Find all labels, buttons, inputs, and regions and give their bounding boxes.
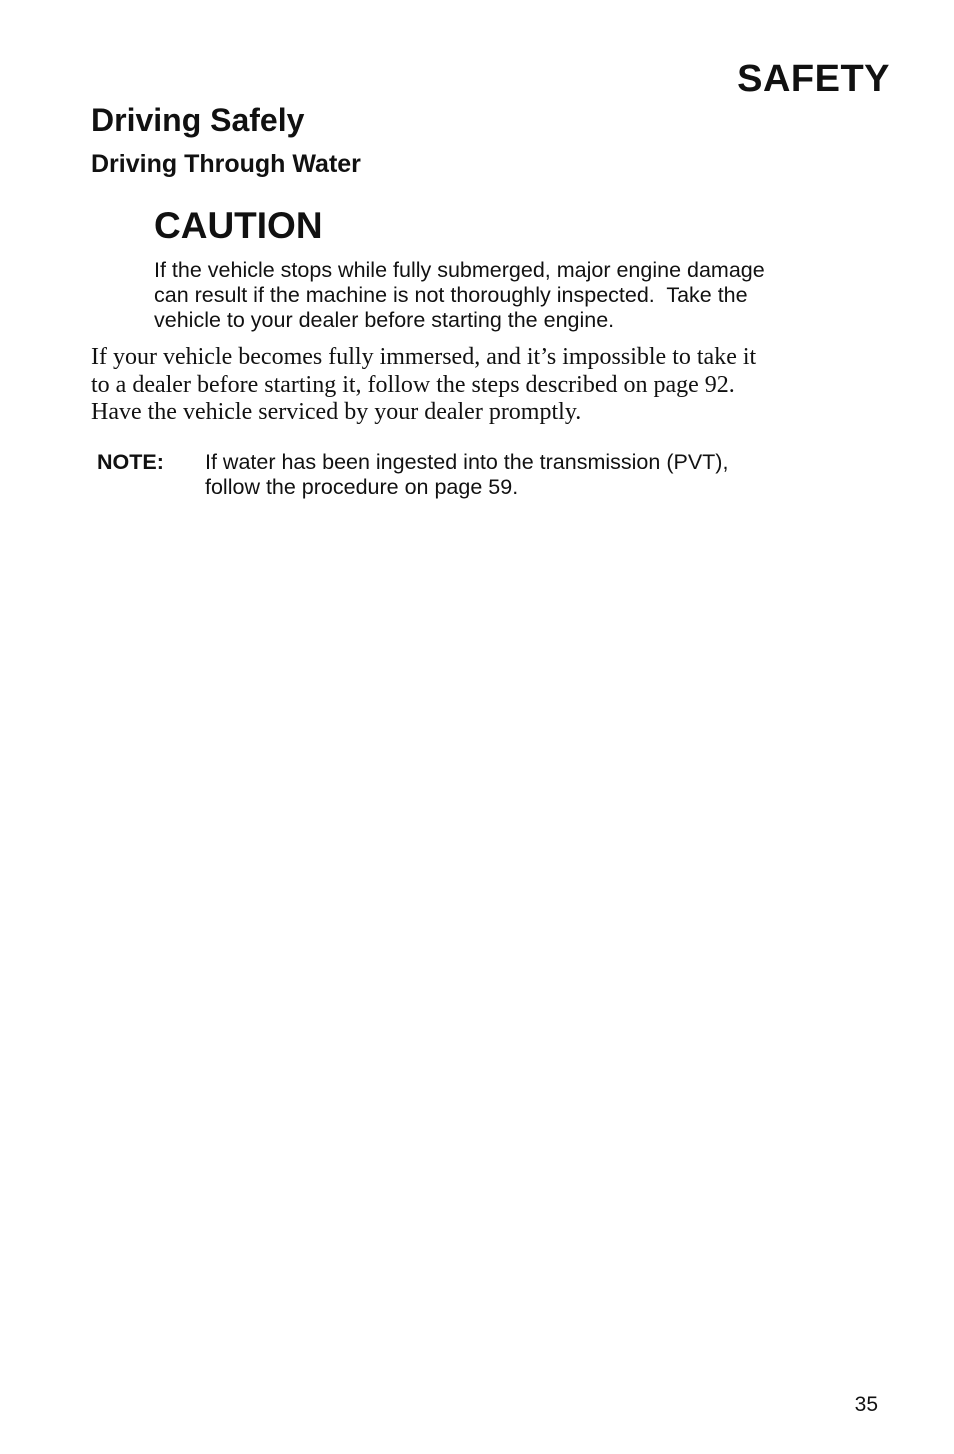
page-number: 35	[854, 1393, 878, 1416]
body-line: Have the vehicle serviced by your dealer promptly.	[91, 399, 582, 425]
note-label: NOTE:	[97, 450, 164, 474]
caution-line: can result if the machine is not thoroughly inspected. Take the	[154, 283, 748, 307]
body-line: If your vehicle becomes fully immersed, and it’s impossible to take it	[91, 344, 757, 370]
caution-line: vehicle to your dealer before starting the engine.	[154, 308, 615, 332]
page-heading: Driving Safely	[91, 102, 305, 138]
subheading: Driving Through Water	[91, 150, 361, 178]
body-line: to a dealer before starting it, follow the steps described on page 92.	[91, 371, 735, 398]
note-line: If water has been ingested into the transmission (PVT),	[205, 450, 729, 474]
note-text	[205, 450, 897, 500]
body-paragraph	[91, 344, 891, 427]
caution-line: If the vehicle stops while fully submerged, major engine damage	[154, 258, 765, 282]
note-line: follow the procedure on page 59.	[205, 475, 519, 499]
caution-title: CAUTION	[154, 205, 323, 246]
section-title: SAFETY	[737, 58, 890, 100]
note-block	[97, 450, 897, 500]
caution-message	[154, 258, 894, 333]
